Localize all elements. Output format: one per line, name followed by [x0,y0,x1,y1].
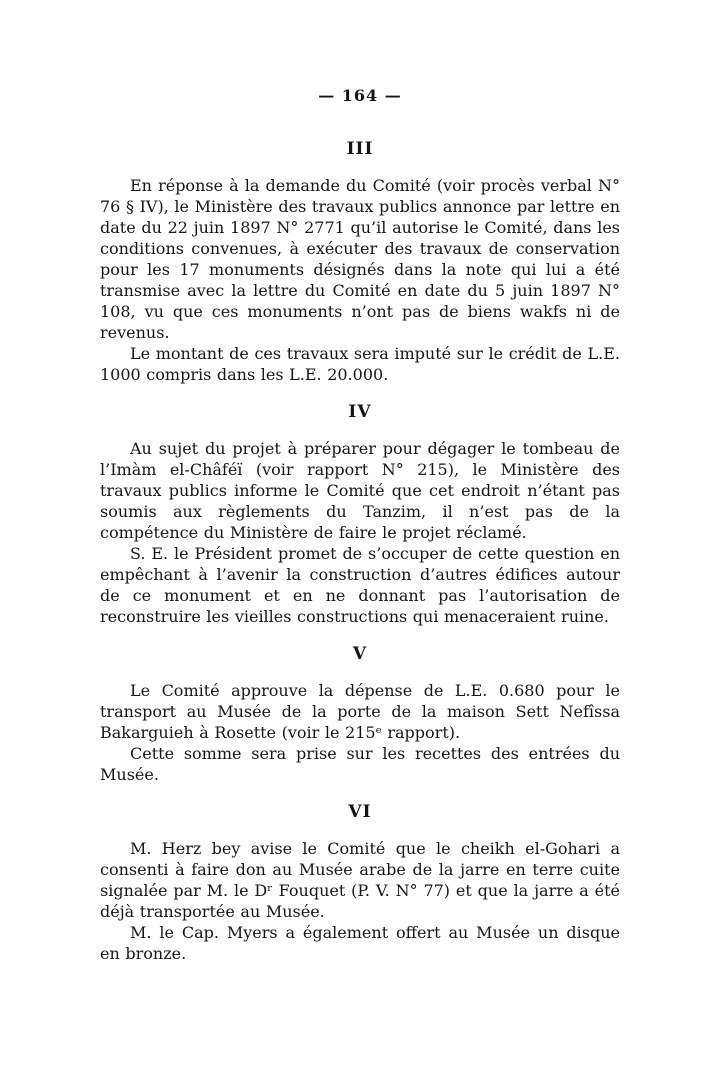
section-vi-heading: VI [348,802,372,822]
section-iv-paragraph-1: Au sujet du projet à préparer pour dégager le tombeau de l’Imàm el-Châféï (voir rapport N° 215), le Ministère des travaux publics informe le Comité que cet endroit n’étant pas soumis aux règlements du Tanzim, il n’est pas de la compétence du Ministère de faire le projet réclamé. [100,439,620,542]
section-iii-paragraph-2: Le montant de ces travaux sera imputé sur le crédit de L.E. 1000 compris dans les L.E. 20.000. [100,344,620,384]
section-vi-paragraph-2: M. le Cap. Myers a également offert au Musée un disque en bronze. [100,923,620,963]
section-iv-heading: IV [348,402,372,422]
section-iii-paragraph-1: En réponse à la demande du Comité (voir procès verbal N° 76 § IV), le Ministère des travaux publics annonce par lettre en date du 22 juin 1897 N° 2771 qu’il autorise le Comité, dans les conditions convenues, à exécuter des travaux de conservation pour les 17 monuments désignés dans la note qui lui a été transmise avec la lettre du Comité en date du 5 juin 1897 N° 108, vu que ces monuments n’ont pas de biens wakfs ni de revenus. [100,176,620,342]
section-v-paragraph-1: Le Comité approuve la dépense de L.E. 0.680 pour le transport au Musée de la porte de la maison Sett Nefîssa Bakarguieh à Rosette (voir le 215ᵉ rapport). [100,681,620,742]
section-iv-paragraph-2: S. E. le Président promet de s’occuper de cette question en empêchant à l’avenir la construction d’autres édifices autour de ce monument et en ne donnant pas l’autorisation de reconstruire les vieilles constructions qui menaceraient ruine. [100,544,620,626]
section-v-paragraph-2: Cette somme sera prise sur les recettes des entrées du Musée. [100,744,620,784]
section-v [100,644,620,785]
section-vi-paragraph-1: M. Herz bey avise le Comité que le cheikh el-Gohari a consenti à faire don au Musée arabe de la jarre en terre cuite signalée par M. le Dʳ Fouquet (P. V. N° 77) et que la jarre a été déjà transportée au Musée. [100,839,620,921]
section-iii [100,139,620,385]
section-vi [100,802,620,964]
section-iv [100,402,620,627]
section-iii-heading: III [346,139,374,159]
page-number: — 164 — [318,86,402,105]
section-v-heading: V [352,644,368,664]
